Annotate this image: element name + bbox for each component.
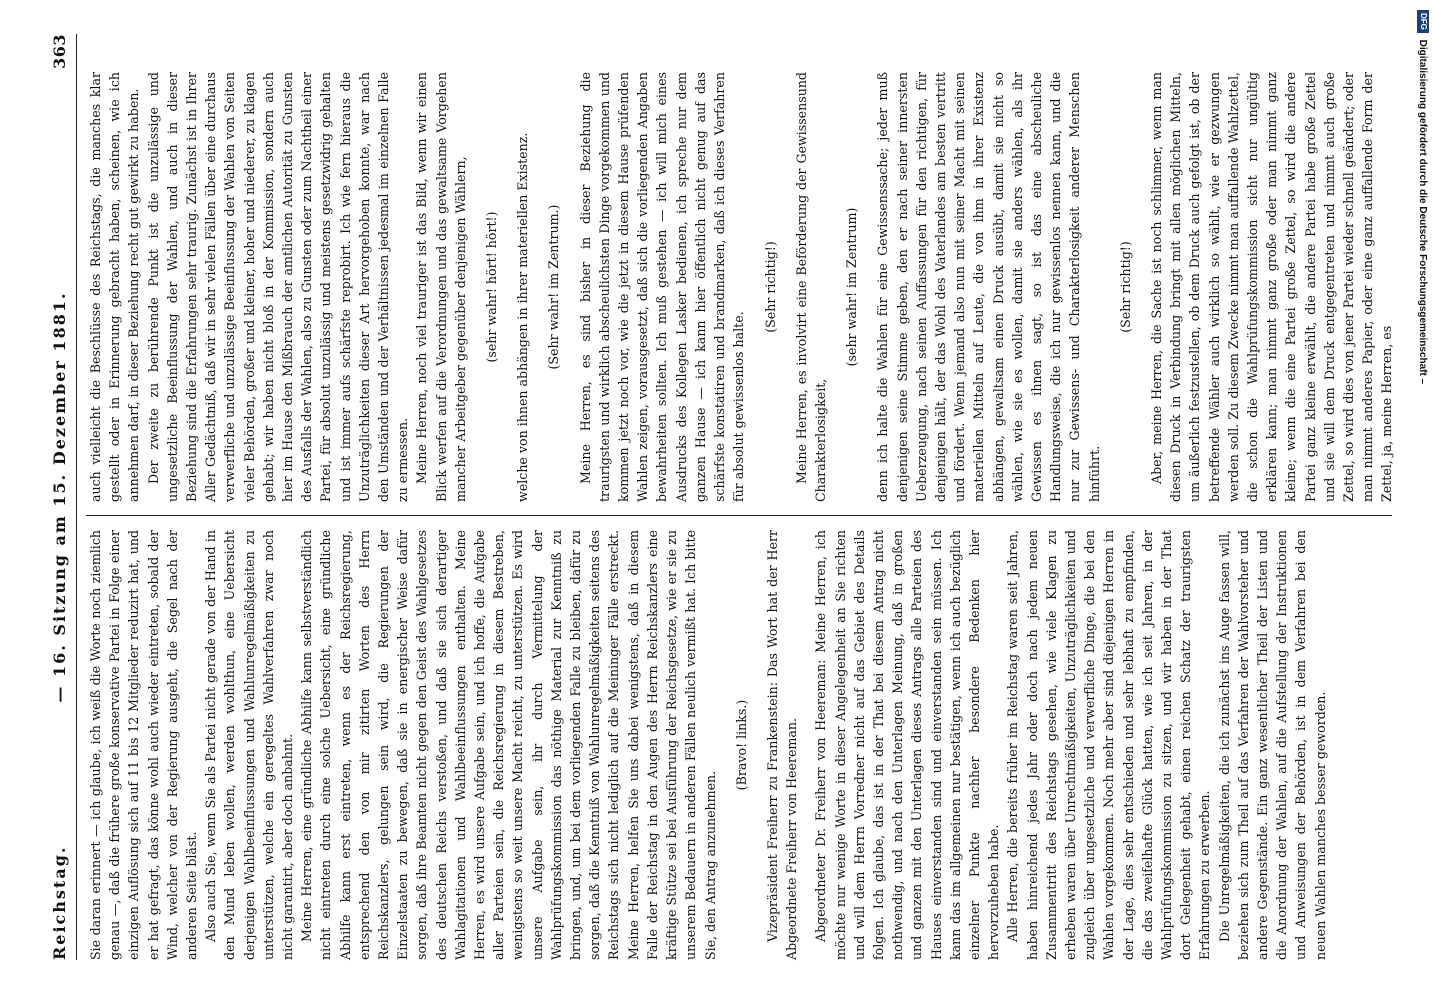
left-paragraph-3: Meine Herren, eine gründliche Abhilfe kann selbstverständlich nicht eintreten durch eine solche Uebersicht, eine gründliche Abhilfe kann erst eintreten, wenn es der Reichsregierung, entsprechend den von mir zitirten Worten des Herrn Reichskanzlers, gelungen sein wird, die Regierungen der Einzelstaaten zu bewegen, daß sie in energischer Weise dafür sorgen, daß ihre Beamten nicht gegen den Geist des Wahlgesetzes des deutschen Reichs verstoßen, und daß sie sich derartiger Wahlagitationen und Wahlbeeinflussungen enthalten. Meine Herren, es wird unsere Aufgabe sein, und ich hoffe, die Aufgabe aller Parteien sein, die Reichsregierung in diesem Bestreben, wenigstens so weit unsere Macht reicht, zu unterstützen. Es wird unsere Aufgabe sein, ihr durch Vermittelung der Wahlprüfungskommission das nöthige Material zur Kenntniß zu bringen, und, um bei dem vorliegenden Falle zu bleiben, dafür zu sorgen, daß die Kenntniß von Wahlunregelmäßigkeiten seitens des Reichstags sich nicht lediglich auf die Meininger Fälle erstreckt. Meine Herren, helfen Sie uns dabei wenigstens, daß in diesem Falle der Reichstag in den Augen des Herrn Reichskanzlers eine kräftige Stütze sei bei Ausführung der Reichsgesetze, wie er sie zu unserem Bedauern in anderen Fällen neulich vermißt hat. Ich bitte Sie, den Antrag anzunehmen. <box>299 530 718 960</box>
right-interjection-3: (Sehr richtig!) <box>762 241 778 333</box>
header-session-date: — 16. Sitzung am 15. Dezember 1881. <box>50 291 69 703</box>
right-interjection-2: (Sehr wahr! im Zentrum.) <box>546 204 562 370</box>
right-interjection-4: (sehr wahr! im Zentrum) <box>844 207 860 367</box>
right-interjection-1: (sehr wahr! hört! hört!) <box>484 211 500 363</box>
dfg-logo-badge: DFG <box>1417 10 1429 33</box>
left-paragraph-1: Sie daran erinnert — ich glaube, ich weiß die Worte noch ziemlich genau —, daß die frühere große konservative Partei in Folge einer einzigen Auflösung sich auf 11 bis 12 Mitglieder reduzirt hat, und er hat gefragt, das könne wohl auch wieder eintreten, sobald der Wind, welcher von der Regierung ausgeht, die Segel nach der anderen Seite bläst. <box>88 530 200 960</box>
left-interjection-1: (Bravo! links.) <box>733 699 749 791</box>
page-header <box>46 34 74 960</box>
right-paragraph-5: welche von ihnen abhängen in ihrer materiellen Existenz. <box>515 132 531 502</box>
right-paragraph-13: Aber, meine Herren, die Sache ist noch schlimmer, wenn man diesen Druck in Verbindung bringt mit allen möglichen Mitteln, um äußerlich festzustellen, ob dem Druck auch gefolgt ist, ob der betreffende Wähler auch wirklich so wählt, wie er gezwungen werden soll. Zu diesem Zwecke nimmt man auffallende Wahlzettel, die schon die Wahlprüfungskommission sicht nur ungültig erklären kann; man nimmt ganz große oder man nimmt ganz kleine; wenn die eine Partei große Zettel, so wird die andere Partei ganz kleine erwählt, die andere Partei habe große Zettel und sie will dem Druck entgegentreten und nimmt auch große Zettel, so wird dies von jener Partei wieder schnell geändert; oder man nimmt anderes Papier, oder eine ganz auffallende Form der Zettel, ja, meine Herren, es <box>1148 72 1395 502</box>
header-rule <box>76 34 77 960</box>
left-column <box>86 530 1392 960</box>
left-speaker-heereman: Abgeordneter Dr. Freiherr von Heereman: Meine Herren, ich möchte nur wenige Worte in dieser Angelegenheit an Sie richten und will dem Herrn Vorredner nicht auf das Gebiet des Details folgen. Ich glaube, das ist in der That bei diesem Antrag nicht nothwendig, und nach den Unterlagen Meinung, daß in großen und ganzen mit den Unterlagen dieses Antrags alle Parteien des Hauses einverstanden sind und einverstanden sein müssen. Ich kann das im allgemeinen nur bestätigen, wenn ich auch bezüglich einzelner Punkte nachher besondere Bedenken hier hervorzuheben habe. <box>813 530 1002 960</box>
right-column <box>86 72 1395 502</box>
right-paragraph-1: auch vielleicht die Beschlüsse des Reichstags, die manches klar gestellt oder in Erinnerung gebracht haben, scheinen, wie ich annehmen darf, in dieser Beziehung recht gut gewirkt zu haben. <box>88 72 142 502</box>
left-paragraph-7: Alle Herren, die bereits früher im Reichstag waren seit Jahren, haben hinreichend jedes Jahr oder doch nach jedem neuen Zusammentritt des Reichstags gesehen, wie viele Klagen zu erheben waren über Unrechtmäßigkeiten, Unzuträglichkeiten und zugleich über ungesetzliche und verwerfliche Dinge, die bei den Wahlen vorgekommen. Noch mehr aber sind diejenigen Herren in der Lage, dies sehr entschieden und sehr lebhaft zu empfinden, die das zweifelhafte Glück hatten, wie ich seit Jahren, in der Wahlprüfungskommission zu sitzen, und wir haben in der That dort Gelegenheit gehabt, einen reichen Schatz der traurigsten Erfahrungen zu erwerben. <box>1005 530 1213 960</box>
right-paragraph-7: Meine Herren, es sind bisher in dieser Beziehung die traurigsten und wirklich abscheulichsten Dinge vorgekommen und kommen jetzt noch vor, wie die jetzt in diesem Hause prüfenden Wahlen zeigen, vorausgesetzt, daß sich die vorliegenden Angaben bewahrheiten sollten. Ich muß gestehen — ich will mich eines Ausdrucks des Kollegen Lasker bedienen, ich spreche nur dem ganzen Hause — ich kann hier öffentlich nicht genug auf das schärfste konstatiren und brandmarken, daß ich dieses Verfahren für absolut gewissenlos halte. <box>577 72 747 502</box>
right-paragraph-2: Der zweite zu berührende Punkt ist die unzulässige und ungesetzliche Beeinflussung der Wahlen, und auch in dieser Beziehung sind die Erfahrungen sehr traurig. Zunächst ist in Ihrer Aller Gedächtniß, daß wir in sehr vielen Fällen über eine durchaus verwerfliche und unzulässige Beeinflussung der Wahlen von Seiten vieler Behörden, großer und kleiner, hoher und niederer, zu klagen gehabt; wir haben nicht bloß in der Kommission, sondern auch hier im Hause den Mißbrauch der amtlichen Autorität zu Gunsten des Ausfalls der Wahlen, also zu Gunsten oder zum Nachtheil einer Partei, für absolut unzulässig und meistens gesetzwidrig gehalten und ist immer aufs schärfste reprobirt. Ich wie fern hieraus die Unzuträglichkeiten dieser Art hervorgehoben konnte, war nach den Umständen und der Verhältnissen jedesmal im einzelnen Falle zu ermessen. <box>145 72 411 502</box>
side-note <box>1412 0 1432 1000</box>
left-paragraph-8: Die Unregelmäßigkeiten, die ich zunächst ins Auge fassen will, beziehen sich zum Theil auf das Verfahren der Wahlvorsteher und andere Gegenstände. Ein ganz wesentlicher Theil der Listen und die Anordnung der Wahlen, auf die Aufstellung der Instruktionen und Anweisungen der Behörden, ist in dem Verfahren bei den neuen Wahlen manches besser geworden. <box>1216 530 1328 960</box>
header-title: Reichstag. <box>50 845 69 960</box>
right-interjection-5: (Sehr richtig!) <box>1117 241 1133 333</box>
column-divider <box>86 515 1392 516</box>
page-number: 363 <box>50 34 69 69</box>
right-paragraph-3: Meine Herren, noch viel trauriger ist das Bild, wenn wir einen Blick werfen auf die Verordnungen und das gewaltsame Vorgehen mancher Arbeitgeber gegenüber denjenigen Wählern, <box>414 72 468 502</box>
side-note-text-wrap <box>1412 0 1432 1000</box>
side-note-text: Digitalisierung gefördert durch die Deutsche Forschungsgemeinschaft – <box>1417 39 1428 385</box>
left-speaker-vizepraesident: Vizepräsident Freiherr zu Frankenstein: Das Wort hat der Herr Abgeordnete Freiherr von Heereman. <box>764 530 800 960</box>
right-paragraph-9: Meine Herren, es involvirt eine Beförderung der Gewissensund Charakterlosigkeit, <box>793 72 828 502</box>
right-paragraph-11: denn ich halte die Wahlen für eine Gewissenssache; jeder muß denjenigen seine Stimme geben, den er nach seiner innersten Ueberzeugung, nach seinen Auffassungen für den richtigen, für denjenigen hält, der das Wohl des Vaterlandes am besten vertritt und fördert. Wenn jemand also nun mit seiner Macht mit seinen materiellen Mitteln auf Leute, die von ihm in ihrer Existenz abhängen, gewaltsam einen Druck ausübt, damit sie nicht so wählen, wie sie es wollen, damit sie anders wählen, als ihr Gewissen es ihnen sagt, so ist das eine abscheuliche Handlungsweise, die ich nur gewissenlos nennen kann, und die nur zur Gewissens- und Charakterlosigkeit anderer Menschen hinführt. <box>875 72 1102 502</box>
left-paragraph-2: Also auch Sie, wenn Sie als Partei nicht gerade von der Hand in den Mund leben wollen, werden wohlthun, eine Uebersicht derjenigen Wahlbeeinflussungen und Wahlunregelmäßigkeiten zu unterstützen, welche ein geregeltes Wahlverfahren zwar noch nicht garantirt, aber doch anbahnt. <box>203 530 296 960</box>
